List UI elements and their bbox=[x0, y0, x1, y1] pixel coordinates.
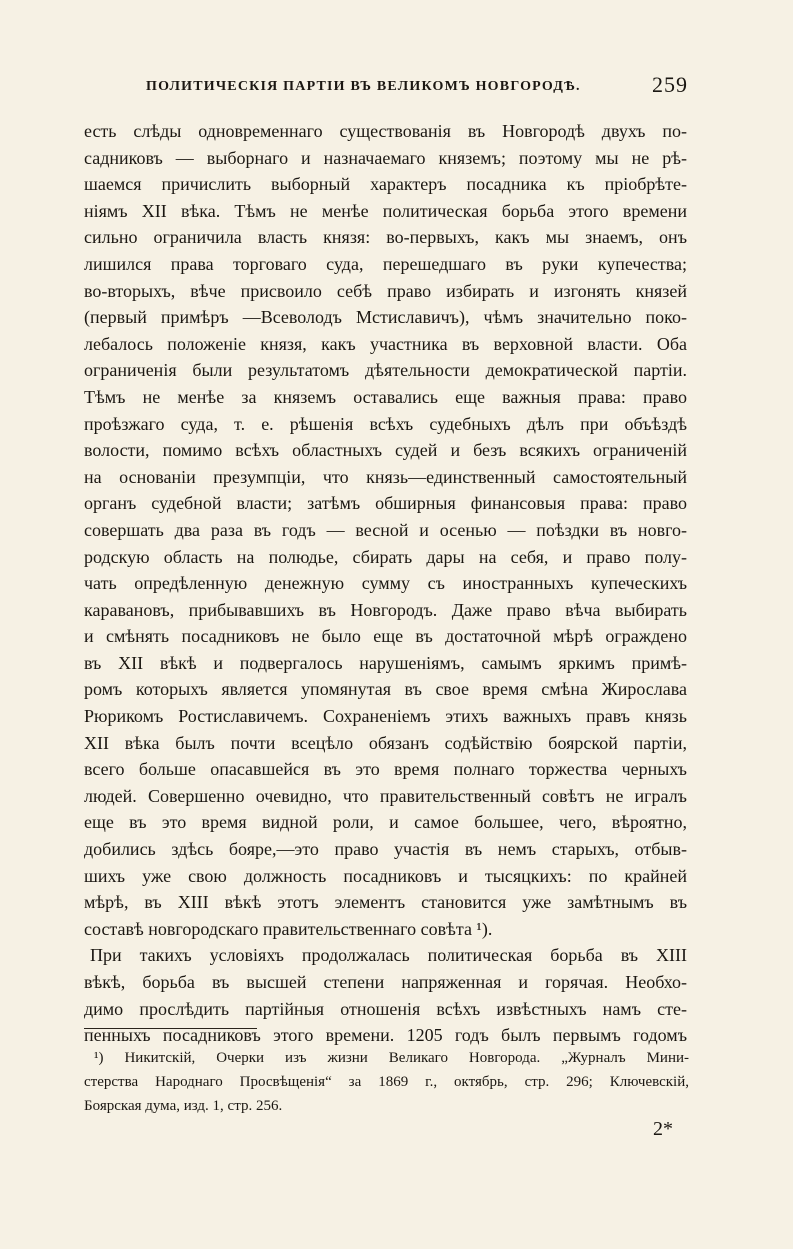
footnote-line: Боярская дума, изд. 1, стр. 256. bbox=[84, 1098, 283, 1114]
text-line: мѣрѣ, въ XIII вѣкѣ этотъ элементъ становится уже замѣтнымъ въ bbox=[84, 892, 687, 913]
text-line: родскую область на полюдье, сбирать дары на себя, и право полу- bbox=[84, 546, 687, 567]
text-line: всего больше опасавшейся въ это время полнаго торжества черныхъ bbox=[84, 759, 687, 780]
text-line: вѣкѣ, борьба въ высшей степени напряженная и горячая. Необхо- bbox=[84, 972, 687, 992]
text-line: еще въ это время видной роли, и самое большее, чего, вѣроятно, bbox=[84, 812, 687, 833]
text-line: шихъ уже свою должность посадниковъ и тысяцкихъ: по крайней bbox=[84, 865, 687, 886]
text-line: XII вѣка былъ почти всецѣло обязанъ содѣйствію боярской партіи, bbox=[84, 732, 687, 753]
text-line: При такихъ условіяхъ продолжалась политическая борьба въ XIII bbox=[90, 945, 687, 966]
text-line: ніямъ XII вѣка. Тѣмъ не менѣе политическая борьба этого времени bbox=[84, 200, 687, 221]
body-text bbox=[84, 118, 687, 1049]
text-line: сильно ограничила власть князя: во-первыхъ, какъ мы знаемъ, онъ bbox=[84, 227, 687, 248]
text-line: совершать два раза въ годъ — весной и осенью — поѣздки въ новго- bbox=[84, 519, 687, 540]
text-line: волости, помимо всѣхъ областныхъ судей и безъ всякихъ ограниченій bbox=[84, 440, 687, 461]
text-line: шаемся причислить выборный характеръ посадника къ пріобрѣте- bbox=[84, 174, 687, 195]
text-line: лишился права торговаго суда, перешедшаго въ руки купечества; bbox=[84, 253, 687, 274]
page-header bbox=[88, 72, 688, 104]
text-line: людей. Совершенно очевидно, что правительственный совѣтъ не игралъ bbox=[84, 785, 687, 806]
text-line: димо прослѣдить партійныя отношенія всѣхъ извѣстныхъ намъ сте- bbox=[84, 998, 687, 1019]
text-line: во-вторыхъ, вѣче присвоило себѣ право избирать и изгонять князей bbox=[84, 280, 687, 301]
text-line: ограниченія были результатомъ дѣятельности демократической партіи. bbox=[84, 360, 687, 381]
text-line: составѣ новгородскаго правительственнаго совѣта ¹). bbox=[84, 918, 493, 939]
footnote bbox=[84, 1046, 689, 1118]
text-line: Рюрикомъ Ростиславичемъ. Сохраненіемъ этихъ важныхъ правъ князь bbox=[84, 706, 687, 727]
text-line: садниковъ — выборнаго и назначаемаго княземъ; поэтому мы не рѣ- bbox=[84, 147, 687, 168]
text-line: есть слѣды одновременнаго существованія въ Новгородѣ двухъ по- bbox=[84, 121, 687, 141]
text-line: пенныхъ посадниковъ этого времени. 1205 годъ былъ первымъ годомъ bbox=[84, 1025, 687, 1046]
text-line: на основаніи презумпціи, что князь—единственный самостоятельный bbox=[84, 466, 687, 487]
footnote-divider bbox=[84, 1028, 257, 1029]
text-line: въ XII вѣкѣ и подвергалось нарушеніямъ, самымъ яркимъ примѣ- bbox=[84, 652, 687, 673]
text-line: (первый примѣръ —Всеволодъ Мстиславичъ), чѣмъ значительно поко- bbox=[84, 307, 687, 328]
text-line: добились здѣсь бояре,—это право участія въ немъ старыхъ, отбыв- bbox=[84, 839, 687, 860]
text-line: проѣзжаго суда, т. е. рѣшенія всѣхъ судебныхъ дѣлъ при объѣздѣ bbox=[84, 413, 687, 434]
footnote-line: ¹) Никитскій, Очерки изъ жизни Великаго Новгорода. „Журналъ Мини- bbox=[94, 1050, 689, 1066]
running-head: ПОЛИТИЧЕСКІЯ ПАРТІИ ВЪ ВЕЛИКОМЪ НОВГОРОДѢ. bbox=[146, 79, 581, 94]
signature-mark: 2* bbox=[653, 1118, 673, 1140]
text-line: чать опредѣленную денежную сумму съ иностранныхъ купеческихъ bbox=[84, 573, 687, 594]
text-line: и смѣнять посадниковъ не было еще въ достаточной мѣрѣ ограждено bbox=[84, 626, 687, 647]
text-line: ромъ которыхъ является упомянутая въ свое время смѣна Жирослава bbox=[84, 679, 687, 700]
text-line: каравановъ, прибывавшихъ въ Новгородъ. Даже право вѣча выбирать bbox=[84, 599, 687, 620]
text-line: органъ судебной власти; затѣмъ обширныя финансовыя права: право bbox=[84, 493, 687, 514]
text-line: Тѣмъ не менѣе за княземъ оставались еще важныя права: право bbox=[84, 386, 687, 407]
text-line: лебалось положеніе князя, какъ участника въ верховной власти. Оба bbox=[84, 333, 687, 354]
footnote-line: стерства Народнаго Просвѣщенія“ за 1869 г., октябрь, стр. 296; Ключевскій, bbox=[84, 1074, 689, 1090]
page-number: 259 bbox=[652, 72, 688, 97]
